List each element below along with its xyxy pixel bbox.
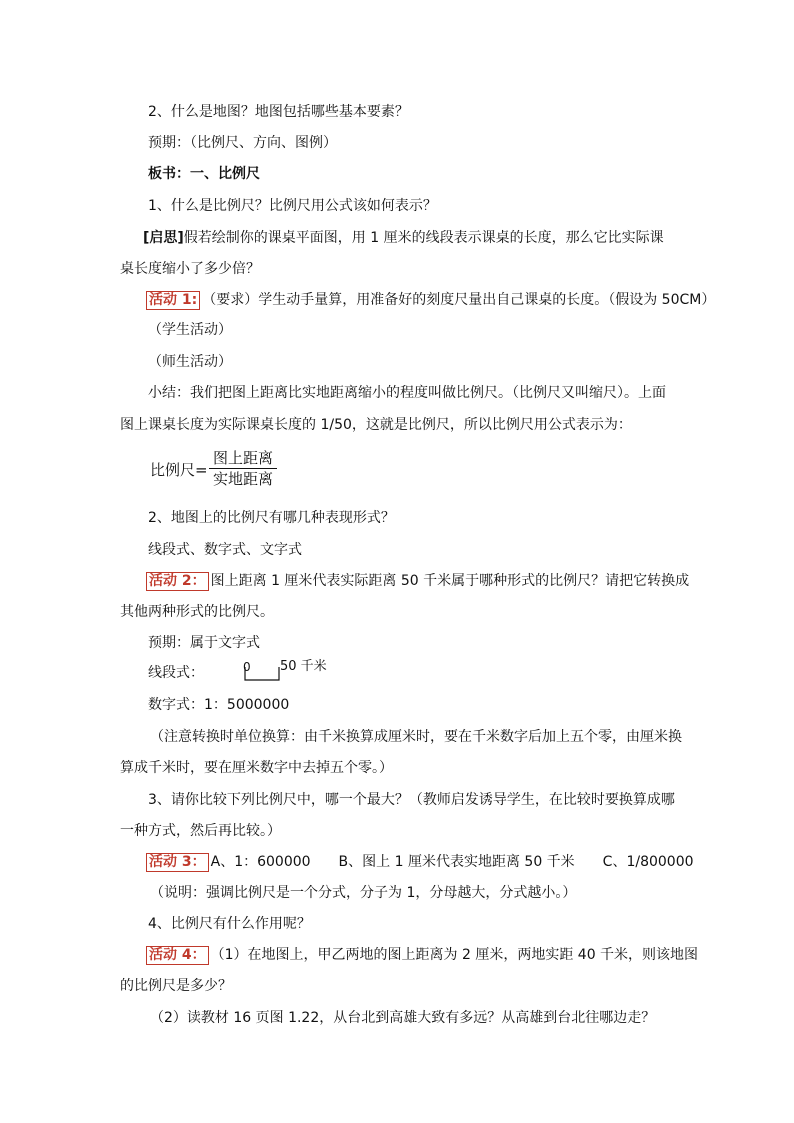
formula-fraction: [209, 448, 277, 489]
question-2-expected: 预期：（比例尺、方向、图例）: [148, 135, 337, 151]
unit-note-line2: 算成千米时，要在厘米数字中去掉五个零。）: [120, 760, 393, 776]
hint-tag: [启思]: [143, 230, 184, 246]
activity-4-tag: 活动 4：: [146, 946, 209, 965]
summary-line2: 图上课桌长度为实际课桌长度的 1/50，这就是比例尺，所以比例尺用公式表示为：: [120, 417, 632, 433]
explanation: （说明：强调比例尺是一个分式，分子为 1，分母越大，分式越小。）: [150, 885, 577, 901]
question-3-line1: 3、请你比较下列比例尺中，哪一个最大？（教师启发诱导学生，在比较时要换算成哪: [148, 792, 675, 808]
question-1: 1、什么是比例尺？比例尺用公式该如何表示？: [148, 198, 437, 214]
teacher-student-activity: （师生活动）: [148, 354, 232, 370]
question-2-heading: 2、什么是地图？地图包括哪些基本要素？: [148, 104, 409, 120]
question-4: 4、比例尺有什么作用呢？: [148, 916, 311, 932]
numeric-form: 数字式：1：5000000: [148, 697, 290, 713]
scale-bar-graphic: [244, 666, 280, 682]
hint-text-line1: 假若绘制你的课桌平面图，用 1 厘米的线段表示课桌的长度，那么它比实际课: [183, 230, 664, 246]
scale-forms-answer: 线段式、数字式、文字式: [148, 542, 302, 558]
activity-4-line1: [146, 945, 698, 965]
unit-note-line1: （注意转换时单位换算：由千米换算成厘米时，要在千米数字后加上五个零，由厘米换: [150, 729, 682, 745]
activity-4-line2: 的比例尺是多少？: [120, 978, 232, 994]
board-title: 板书：一、比例尺: [148, 166, 260, 182]
activity-1-tag: 活动 1:: [146, 291, 200, 310]
activity-2-text: 图上距离 1 厘米代表实际距离 50 千米属于哪种形式的比例尺？请把它转换成: [210, 573, 690, 589]
activity-4-item2: （2）读教材 16 页图 1.22，从台北到高雄大致有多远？从高雄到台北往哪边走？: [150, 1010, 656, 1026]
line-form-label: 线段式：: [148, 665, 204, 681]
activity-2-expected: 预期：属于文字式: [148, 635, 260, 651]
summary-line1: 小结：我们把图上距离比实地距离缩小的程度叫做比例尺。（比例尺又叫缩尺）。上面: [148, 385, 666, 401]
activity-3-text: A、1：600000 B、图上 1 厘米代表实地距离 50 千米 C、1/800000: [210, 854, 694, 870]
activity-1-text: （要求）学生动手量算，用准备好的刻度尺量出自己课桌的长度。（假设为 50CM）: [202, 292, 716, 308]
activity-3: [146, 852, 694, 872]
activity-2-line1: [146, 571, 689, 591]
activity-2-tag: 活动 2：: [146, 572, 209, 591]
hint-paragraph-line1: [143, 228, 664, 248]
formula-numerator: 图上距离: [213, 449, 274, 467]
activity-3-tag: 活动 3：: [146, 853, 209, 872]
question-3-line2: 一种方式，然后再比较。）: [120, 823, 281, 839]
activity-1: [146, 290, 715, 310]
scale-bar-value: 50 千米: [280, 659, 327, 674]
activity-4-text: （1）在地图上，甲乙两地的图上距离为 2 厘米，两地实距 40 千米，则该地图: [210, 947, 699, 963]
scale-bar-zero: 0: [243, 660, 251, 674]
activity-2-line2: 其他两种形式的比例尺。: [120, 604, 274, 620]
formula-label: 比例尺=: [150, 461, 208, 479]
hint-text-line2: 桌长度缩小了多少倍？: [120, 261, 260, 277]
question-scale-forms: 2、地图上的比例尺有哪几种表现形式？: [148, 510, 395, 526]
formula-denominator: 实地距离: [213, 470, 274, 488]
student-activity: （学生活动）: [148, 322, 232, 338]
